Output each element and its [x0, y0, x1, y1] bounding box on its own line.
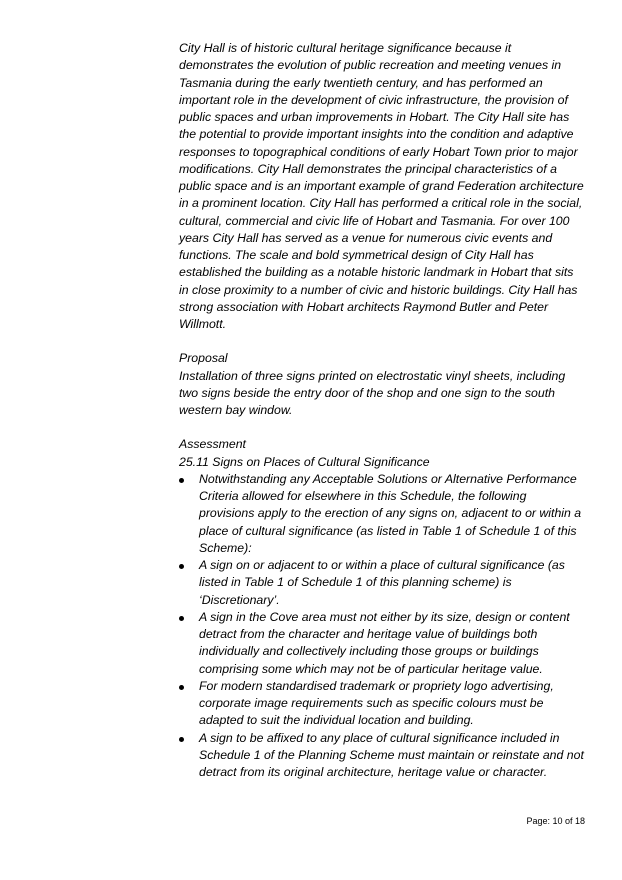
- spacer: [179, 333, 584, 350]
- list-item: [179, 557, 584, 609]
- list-item-text: A sign in the Cove area must not either by its size, design or content detract from the character and heritage value of buildings both individually and collectively including those groups or buildings comprising some which may not be of particular heritage value.: [199, 609, 570, 676]
- list-item-text: A sign to be affixed to any place of cultural significance included in Schedule 1 of the Planning Scheme must maintain or reinstate and not detract from its original architecture, heritage value or character.: [199, 730, 584, 779]
- list-item: [179, 609, 584, 678]
- proposal-text: Installation of three signs printed on electrostatic vinyl sheets, including two signs beside the entry door of the shop and one sign to the south western bay window.: [179, 368, 566, 417]
- bullet-icon: [179, 685, 184, 690]
- bullet-icon: [179, 564, 184, 569]
- list-item-text: A sign on or adjacent to or within a place of cultural significance (as listed in Table 1 of Schedule 1 of this planning scheme) is ‘Discretionary’.: [199, 558, 565, 607]
- bullet-icon: [179, 478, 184, 483]
- list-item: [179, 730, 584, 782]
- page-number: Page: 10 of 18: [526, 816, 585, 826]
- bullet-icon: [179, 737, 184, 742]
- list-item: [179, 471, 584, 557]
- list-item-text: Notwithstanding any Acceptable Solutions or Alternative Performance Criteria allowed for elsewhere in this Schedule, the following provisions apply to the erection of any signs on, adjacent to or within a place of cultural significance (as listed in Table 1 of Schedule 1 of this Scheme):: [199, 471, 582, 555]
- assessment-heading: Assessment: [179, 437, 246, 452]
- list-item-text: For modern standardised trademark or propriety logo advertising, corporate image requirements such as specific colours must be adapted to suit the individual location and building.: [199, 678, 554, 728]
- list-item: [179, 678, 584, 730]
- bullet-list: [179, 471, 584, 782]
- spacer: [179, 419, 584, 436]
- document-body: [179, 40, 584, 781]
- clause-heading: 25.11 Signs on Places of Cultural Significance: [179, 454, 430, 469]
- intro-paragraph: City Hall is of historic cultural heritage significance because it demonstrates the evolution of public recreation and meeting venues in Tasmania during the early twentieth century, and has performed an important role in the development of civic infrastructure, the provision of public spaces and urban improvements in Hobart. The City Hall site has the potential to provide important insights into the condition and adaptive responses to topographical conditions of early Hobart Town prior to major modifications. City Hall demonstrates the principal characteristics of a public space and is an important example of grand Federation architecture in a prominent location. City Hall has performed a critical role in the social, cultural, commercial and civic life of Hobart and Tasmania. For over 100 years City Hall has served as a venue for numerous civic events and functions. The scale and bold symmetrical design of City Hall has established the building as a notable historic landmark in Hobart that sits in close proximity to a number of civic and historic buildings. City Hall has strong association with Hobart architects Raymond Butler and Peter Willmott.: [179, 41, 584, 331]
- proposal-heading: Proposal: [179, 351, 228, 366]
- bullet-icon: [179, 616, 184, 621]
